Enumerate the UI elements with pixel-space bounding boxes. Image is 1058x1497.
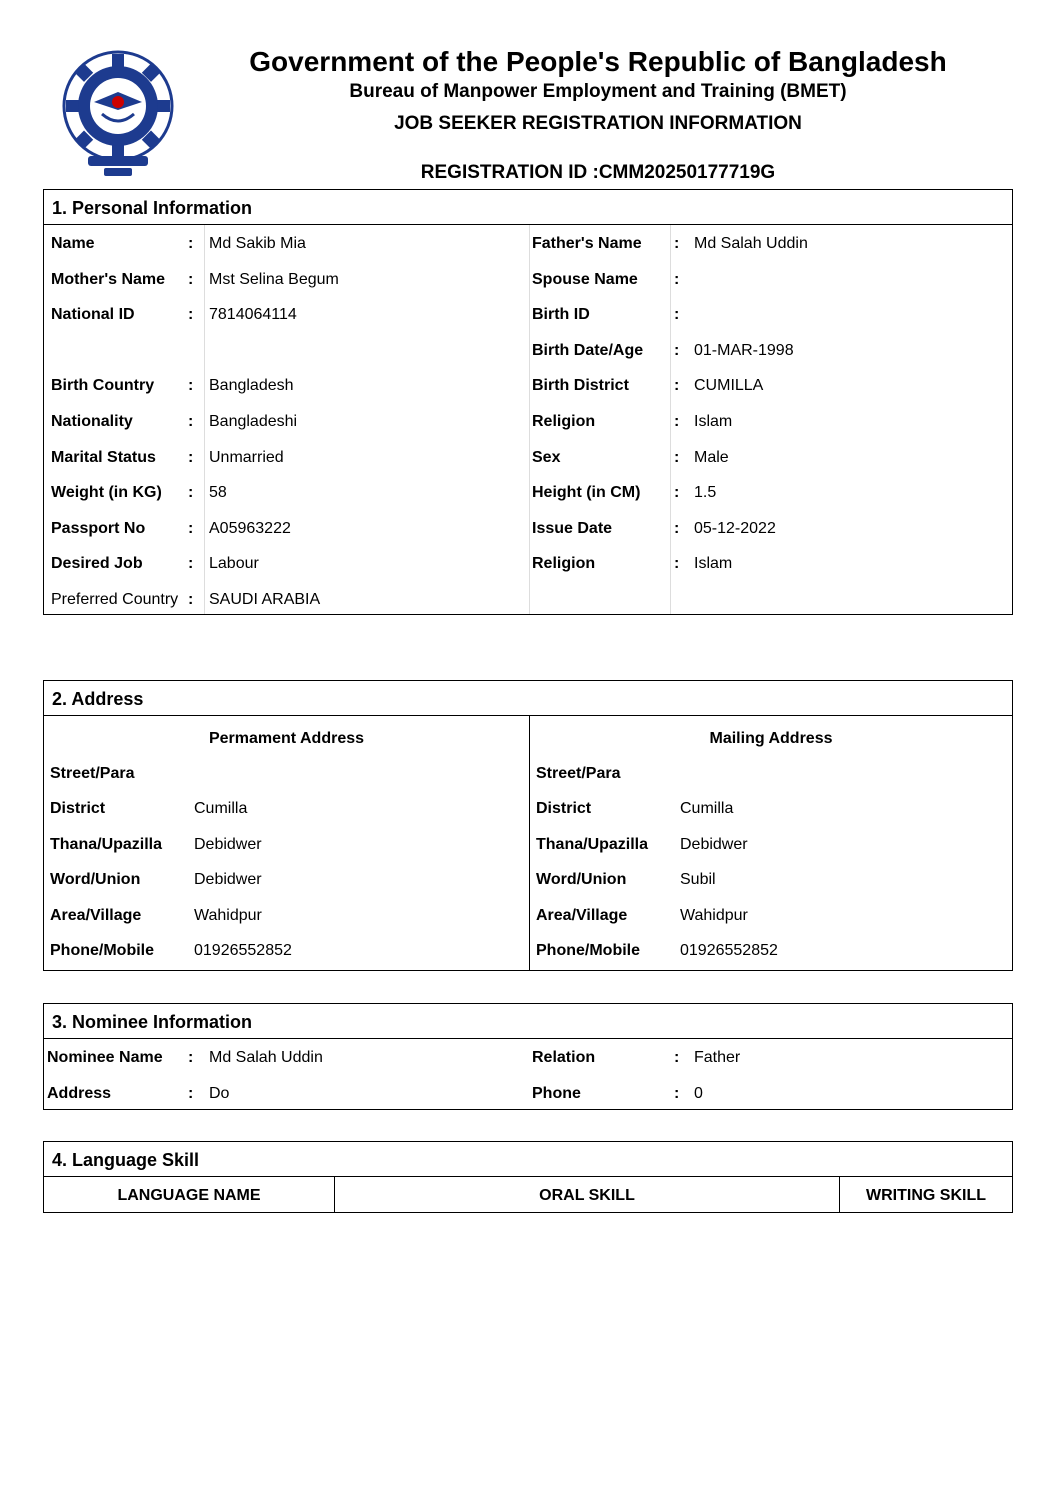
- personal-info-row: [44, 367, 1012, 403]
- field-label: Phone: [532, 1084, 581, 1102]
- colon: :: [674, 519, 680, 537]
- field-label: Religion: [532, 555, 596, 573]
- permanent-address-title: Permament Address: [208, 730, 365, 747]
- colon: :: [188, 448, 194, 466]
- field-label: Marital Status: [51, 448, 156, 466]
- address-row: [530, 863, 1012, 898]
- nominee-row: [44, 1075, 1012, 1111]
- mailing-address-title: Mailing Address: [709, 730, 833, 747]
- personal-info-row: [44, 261, 1012, 297]
- permanent-address: [44, 716, 530, 970]
- colon: :: [674, 306, 680, 324]
- field-label: Nominee Name: [47, 1049, 163, 1066]
- preferred-country-value: SAUDI ARABIA: [209, 591, 321, 608]
- field-value: Labour: [209, 555, 259, 573]
- colon: :: [674, 555, 680, 573]
- field-value: Bangladeshi: [209, 413, 298, 430]
- preferred-country-row: [44, 581, 1012, 617]
- colon: :: [674, 484, 680, 502]
- personal-info-row: [44, 332, 1012, 368]
- colon: :: [674, 413, 680, 430]
- address-row: [530, 792, 1012, 827]
- colon: :: [674, 1049, 680, 1066]
- colon: :: [188, 270, 194, 288]
- field-value: A05963222: [209, 519, 291, 537]
- colon: :: [674, 341, 680, 359]
- address-row: [530, 934, 1012, 969]
- bmet-logo: [60, 44, 176, 180]
- field-value: Male: [694, 448, 729, 466]
- field-value: Father: [694, 1049, 741, 1066]
- colon: :: [188, 555, 194, 573]
- personal-info-section: [43, 189, 1013, 615]
- field-label: Birth ID: [532, 306, 590, 324]
- address-label: Thana/Upazilla: [50, 835, 163, 853]
- address-section: [43, 680, 1013, 971]
- address-label: Word/Union: [50, 871, 141, 889]
- address-row: [530, 828, 1012, 863]
- colon: :: [188, 519, 194, 537]
- government-title: Government of the People's Republic of Bangladesh: [249, 46, 947, 77]
- colon: :: [674, 235, 680, 252]
- field-label: Spouse Name: [532, 270, 638, 288]
- field-label: Name: [51, 235, 95, 252]
- colon: :: [674, 448, 680, 466]
- personal-info-row: [44, 403, 1012, 439]
- address-value: Debidwer: [680, 835, 748, 853]
- nominee-title: 3. Nominee Information: [44, 1004, 1012, 1039]
- registration-id: REGISTRATION ID :CMM20250177719G: [420, 162, 776, 183]
- field-value: 58: [209, 484, 227, 502]
- address-value: Debidwer: [194, 835, 262, 853]
- address-row: [44, 792, 529, 827]
- field-label: Height (in CM): [532, 484, 641, 502]
- address-label: Phone/Mobile: [50, 942, 154, 959]
- field-label: Desired Job: [51, 555, 143, 573]
- field-label: Weight (in KG): [51, 484, 162, 502]
- colon: :: [188, 484, 194, 502]
- address-row: [530, 757, 1012, 792]
- bureau-title: Bureau of Manpower Employment and Training (BMET): [349, 81, 847, 102]
- colon: :: [188, 413, 194, 430]
- address-value: Debidwer: [194, 871, 262, 889]
- address-value: 01926552852: [680, 942, 778, 959]
- field-label: Birth Date/Age: [532, 341, 644, 359]
- address-value: Subil: [680, 871, 716, 889]
- colon: :: [674, 1084, 680, 1102]
- nominee-row: [44, 1039, 1012, 1075]
- colon: :: [188, 306, 194, 324]
- colon: :: [674, 377, 680, 395]
- address-value: Cumilla: [194, 800, 248, 818]
- nominee-section: [43, 1003, 1013, 1110]
- field-value: CUMILLA: [694, 377, 764, 395]
- address-label: District: [50, 800, 106, 818]
- field-value: Do: [209, 1084, 230, 1102]
- address-value: 01926552852: [194, 942, 292, 959]
- field-value: Bangladesh: [209, 377, 294, 395]
- address-label: Street/Para: [536, 765, 621, 782]
- field-value: Md Salah Uddin: [694, 235, 808, 252]
- field-label: Passport No: [51, 519, 146, 537]
- address-label: District: [536, 800, 592, 818]
- address-row: [44, 757, 529, 792]
- field-value: 05-12-2022: [694, 519, 776, 537]
- personal-info-row: [44, 510, 1012, 546]
- field-value: 1.5: [694, 484, 717, 502]
- personal-info-row: [44, 439, 1012, 475]
- address-label: Area/Village: [536, 906, 628, 924]
- address-label: Word/Union: [536, 871, 627, 889]
- field-label: National ID: [51, 306, 135, 324]
- address-row: [44, 863, 529, 898]
- preferred-country-label: Preferred Country: [51, 591, 179, 608]
- field-value: 01-MAR-1998: [694, 341, 794, 359]
- field-value: Md Salah Uddin: [209, 1049, 323, 1066]
- language-name-header: LANGUAGE NAME: [44, 1177, 335, 1212]
- field-label: Address: [47, 1084, 112, 1102]
- mailing-address: [530, 716, 1012, 970]
- document-title: JOB SEEKER REGISTRATION INFORMATION: [394, 113, 802, 134]
- colon: :: [188, 591, 194, 608]
- address-row: [44, 934, 529, 969]
- personal-info-row: [44, 545, 1012, 581]
- field-label: Nationality: [51, 413, 133, 430]
- colon: :: [188, 1049, 194, 1066]
- address-value: Wahidpur: [194, 906, 262, 924]
- address-label: Thana/Upazilla: [536, 835, 649, 853]
- colon: :: [188, 235, 194, 252]
- language-section: [43, 1141, 1013, 1213]
- field-value: Islam: [694, 413, 733, 430]
- personal-info-row: [44, 225, 1012, 261]
- field-label: Issue Date: [532, 519, 613, 537]
- personal-info-row: [44, 296, 1012, 332]
- address-row: [44, 828, 529, 863]
- language-title: 4. Language Skill: [44, 1142, 1012, 1177]
- personal-info-title: 1. Personal Information: [44, 190, 1012, 225]
- field-value: Md Sakib Mia: [209, 235, 306, 252]
- writing-skill-header: WRITING SKILL: [866, 1187, 986, 1204]
- address-value: Wahidpur: [680, 906, 748, 924]
- field-label: Sex: [532, 448, 561, 466]
- field-value: Unmarried: [209, 448, 284, 466]
- colon: :: [188, 1084, 194, 1102]
- field-label: Birth Country: [51, 377, 155, 395]
- address-row: [530, 899, 1012, 934]
- language-table-header: [44, 1177, 1012, 1212]
- address-title: 2. Address: [44, 681, 1012, 716]
- field-value: Mst Selina Begum: [209, 270, 339, 288]
- address-label: Street/Para: [50, 765, 135, 782]
- address-label: Area/Village: [50, 906, 142, 924]
- field-value: 7814064114: [209, 306, 297, 324]
- field-value: 0: [694, 1084, 703, 1102]
- oral-skill-header: ORAL SKILL: [335, 1177, 840, 1212]
- field-label: Father's Name: [532, 235, 642, 252]
- address-value: Cumilla: [680, 800, 734, 818]
- field-label: Birth District: [532, 377, 629, 395]
- colon: :: [188, 377, 194, 395]
- colon: :: [674, 270, 680, 288]
- address-label: Phone/Mobile: [536, 942, 640, 959]
- field-label: Relation: [532, 1049, 596, 1066]
- field-value: Islam: [694, 555, 733, 573]
- address-row: [44, 899, 529, 934]
- field-label: Mother's Name: [51, 270, 166, 288]
- personal-info-row: [44, 474, 1012, 510]
- field-label: Religion: [532, 413, 596, 430]
